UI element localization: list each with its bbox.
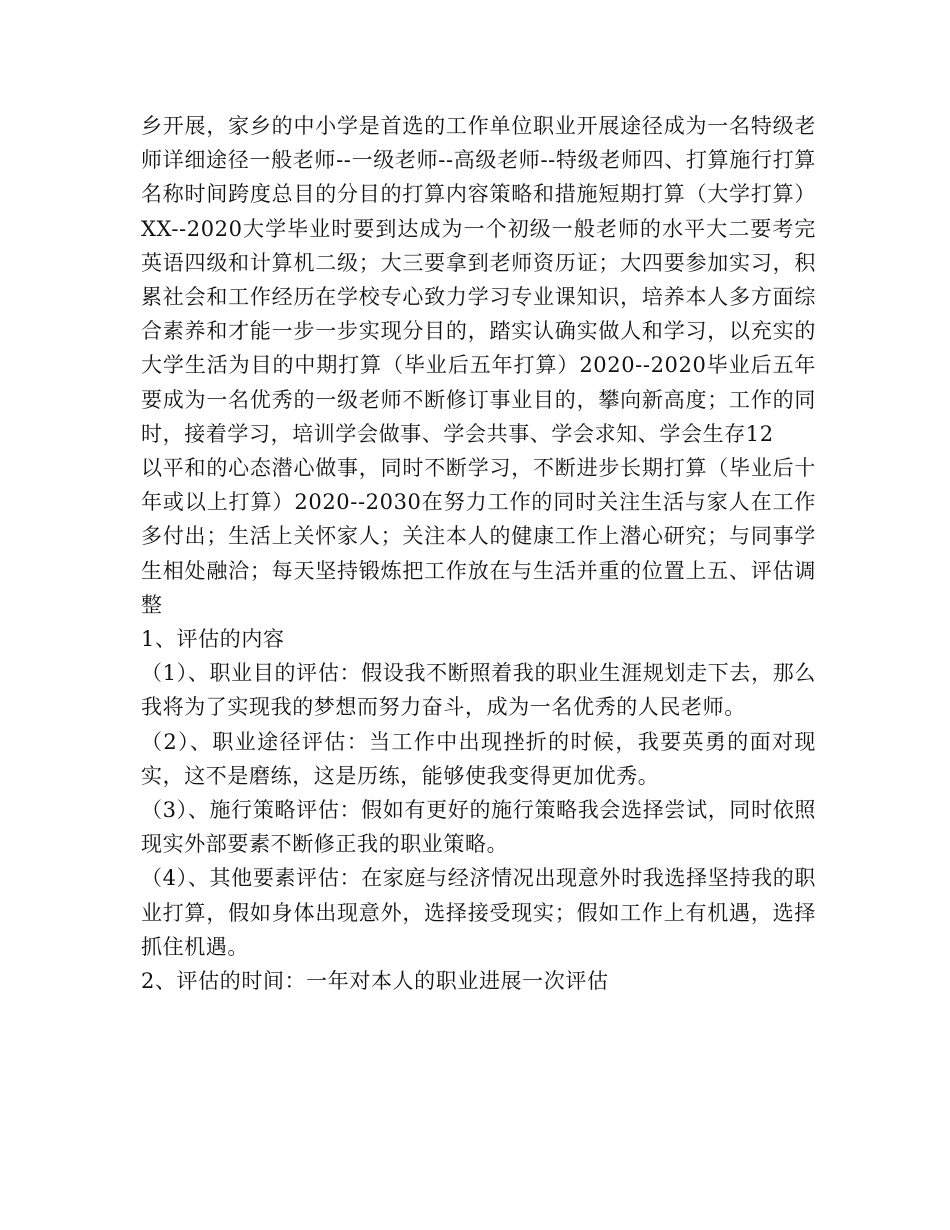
heading-evaluation-content: 1、评估的内容 <box>141 627 285 652</box>
paragraph-plan-section: 乡开展，家乡的中小学是首选的工作单位职业开展途径成为一名特级老师详细途径一般老师--一级老师--高级老师--特级老师四、打算施行打算名称时间跨度总目的分目的打算内容策略和措施短期打算（大学打算）XX--2020大学毕业时要到达成为一个初级一般老师的水平大二要考完英语四级和计算机二级；大三要拿到老师资历证；大四要参加实习，积累社会和工作经历在学校专心致力学习专业课知识，培养本人多方面综合素养和才能一步一步实现分目的，踏实认确实做人和学习，以充实的大学生活为目的中期打算（毕业后五年打算）2020--2020毕业后五年要成为一名优秀的一级老师不断修订事业目的，攀向新高度；工作的同时，接着学习，培训学会做事、学会共事、学会求知、学会生存12 <box>141 114 816 446</box>
paragraph-career-goal-evaluation: （1）、职业目的评估：假设我不断照着我的职业生涯规划走下去，那么我将为了实现我的梦想而努力奋斗，成为一名优秀的人民老师。 <box>141 661 816 720</box>
paragraph-strategy-evaluation: （3）、施行策略评估：假如有更好的施行策略我会选择尝试，同时依照现实外部要素不断修正我的职业策略。 <box>141 798 816 857</box>
paragraph-other-factors-evaluation: （4）、其他要素评估：在家庭与经济情况出现意外时我选择坚持我的职业打算，假如身体出现意外，选择接受现实；假如工作上有机遇，选择抓住机遇。 <box>141 866 816 959</box>
paragraph-evaluation-time: 2、评估的时间：一年对本人的职业进展一次评估 <box>141 969 609 994</box>
paragraph-long-term-plan: 以平和的心态潜心做事，同时不断学习，不断进步长期打算（毕业后十年或以上打算）2020--2030在努力工作的同时关注生活与家人在工作多付出；生活上关怀家人；关注本人的健康工作上潜心研究；与同事学生相处融洽；每天坚持锻炼把工作放在与生活并重的位置上五、评估调整 <box>141 456 816 617</box>
document-body <box>141 109 816 998</box>
paragraph-career-path-evaluation: （2）、职业途径评估：当工作中出现挫折的时候，我要英勇的面对现实，这不是磨练，这是历练，能够使我变得更加优秀。 <box>141 729 816 788</box>
